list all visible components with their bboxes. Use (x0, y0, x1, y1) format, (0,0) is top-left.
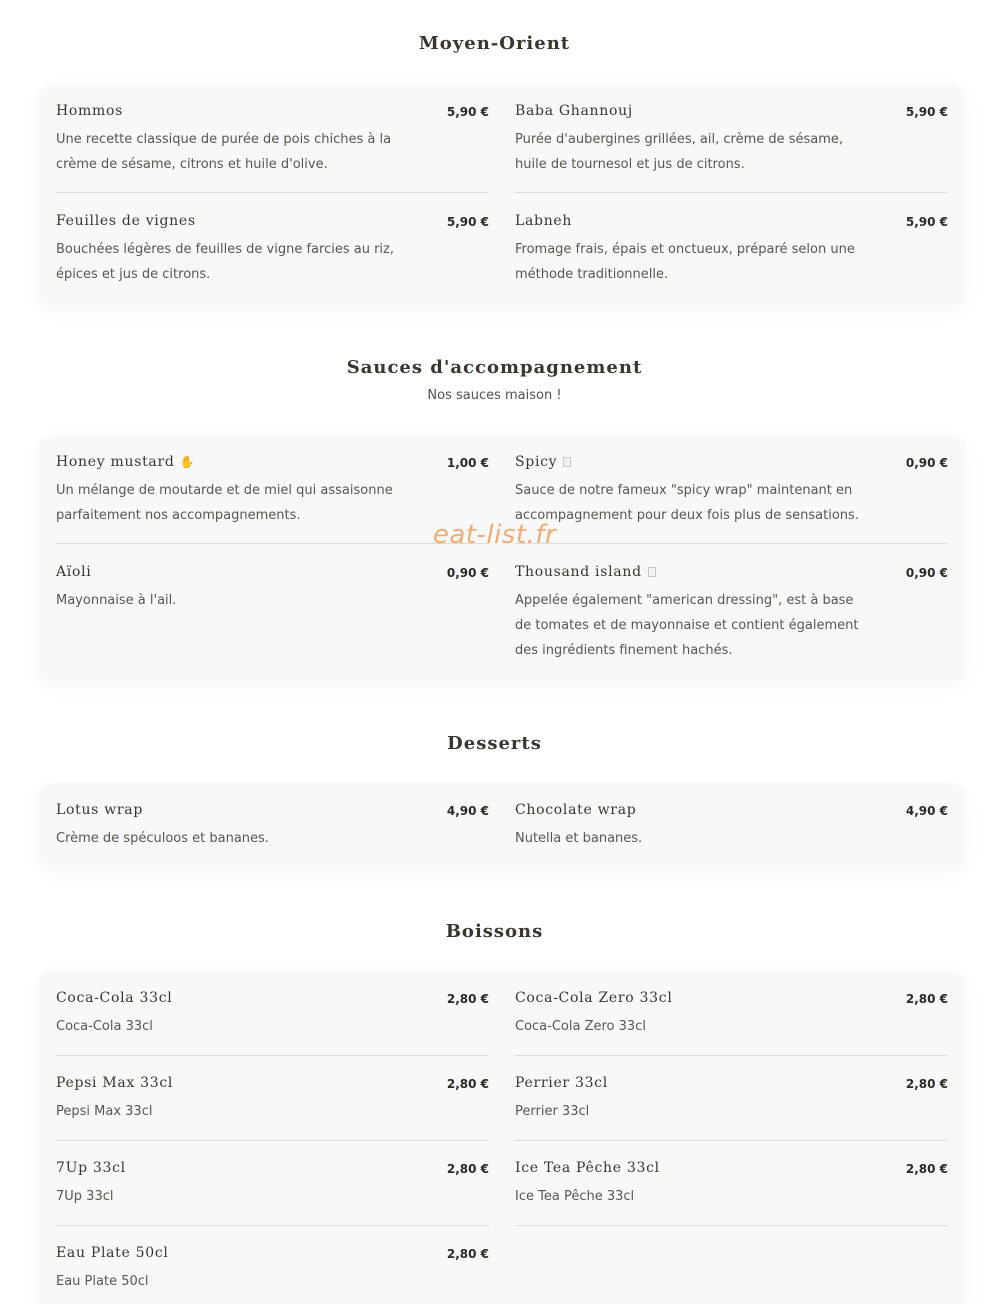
item-price: 4,90 € (446, 804, 489, 818)
item-divider (56, 1055, 489, 1056)
item-description: Coca-Cola Zero 33cl (515, 1019, 646, 1034)
item-price: 0,90 € (905, 456, 948, 470)
item-name: Labneh (515, 213, 573, 229)
menu-card-boissons (38, 970, 966, 1304)
hand-icon: ✋ (179, 455, 196, 469)
item-divider (56, 192, 489, 193)
item-description: Un mélange de moutarde et de miel qui assaisonne parfaitement nos accompagnements. (56, 483, 393, 523)
menu-card-moyen-orient (38, 84, 966, 304)
item-name: Ice Tea Pêche 33cl (515, 1160, 660, 1176)
item-price: 2,80 € (905, 1162, 948, 1176)
item-name: Eau Plate 50cl (56, 1245, 169, 1261)
item-price: 0,90 € (446, 566, 489, 580)
item-description: Fromage frais, épais et onctueux, préparé selon une méthode traditionnelle. (515, 242, 855, 282)
item-price: 5,90 € (905, 215, 948, 229)
item-divider (515, 1140, 948, 1141)
section-title-boissons: Boissons (445, 921, 544, 942)
pepper-icon (648, 567, 656, 577)
item-price: 5,90 € (446, 215, 489, 229)
item-name: Chocolate wrap (515, 802, 637, 818)
section-subtitle-sauces: Nos sauces maison ! (427, 388, 562, 403)
item-price: 2,80 € (446, 1247, 489, 1261)
item-divider (515, 1225, 948, 1226)
item-name: 7Up 33cl (56, 1160, 126, 1176)
item-divider (515, 192, 948, 193)
item-description: Ice Tea Pêche 33cl (515, 1189, 635, 1204)
item-description: Pepsi Max 33cl (56, 1104, 153, 1119)
item-price: 2,80 € (905, 992, 948, 1006)
item-name: Coca-Cola Zero 33cl (515, 990, 673, 1006)
section-title-desserts: Desserts (447, 733, 542, 754)
item-name: Pepsi Max 33cl (56, 1075, 174, 1091)
item-description: Perrier 33cl (515, 1104, 590, 1119)
item-divider (56, 1225, 489, 1226)
item-name: Aïoli (56, 564, 92, 580)
item-name: Hommos (56, 103, 124, 119)
menu-card-sauces (38, 435, 966, 680)
item-description: Appelée également "american dressing", est à base de tomates et de mayonnaise et contient également des ingrédients finement hachés. (515, 593, 859, 658)
item-name: Honey mustard ✋ (56, 454, 196, 470)
item-description: Coca-Cola 33cl (56, 1019, 153, 1034)
item-divider (56, 1140, 489, 1141)
pepper-icon (563, 457, 571, 467)
item-divider (515, 1055, 948, 1056)
item-price: 5,90 € (905, 105, 948, 119)
item-name: Thousand island (515, 564, 656, 580)
item-price: 2,80 € (446, 992, 489, 1006)
item-price: 0,90 € (905, 566, 948, 580)
section-title-moyen-orient: Moyen-Orient (418, 33, 571, 54)
item-description: Mayonnaise à l'ail. (56, 593, 177, 608)
item-name: Spicy (515, 454, 571, 470)
item-name: Coca-Cola 33cl (56, 990, 173, 1006)
item-description: Une recette classique de purée de pois chiches à la crème de sésame, citrons et huile d'olive. (56, 132, 392, 172)
item-description: Eau Plate 50cl (56, 1274, 149, 1289)
item-price: 4,90 € (905, 804, 948, 818)
watermark-eat-list: eat-list.fr (432, 520, 557, 550)
item-description: 7Up 33cl (56, 1189, 114, 1204)
item-name: Feuilles de vignes (56, 213, 196, 229)
item-price: 1,00 € (446, 456, 489, 470)
item-price: 2,80 € (446, 1077, 489, 1091)
item-description: Sauce de notre fameux "spicy wrap" maintenant en accompagnement pour deux fois plus de sensations. (515, 483, 859, 523)
item-description: Bouchées légères de feuilles de vigne farcies au riz, épices et jus de citrons. (56, 242, 394, 282)
menu-card-desserts (38, 783, 966, 866)
item-name: Lotus wrap (56, 802, 143, 818)
item-price: 2,80 € (905, 1077, 948, 1091)
item-price: 2,80 € (446, 1162, 489, 1176)
item-description: Purée d'aubergines grillées, ail, crème de sésame, huile de tournesol et jus de citrons. (515, 132, 844, 172)
section-title-sauces: Sauces d'accompagnement (346, 357, 643, 378)
item-price: 5,90 € (446, 105, 489, 119)
item-name: Perrier 33cl (515, 1075, 608, 1091)
item-name: Baba Ghannouj (515, 103, 633, 119)
item-description: Crème de spéculoos et bananes. (56, 831, 269, 846)
item-description: Nutella et bananes. (515, 831, 643, 846)
